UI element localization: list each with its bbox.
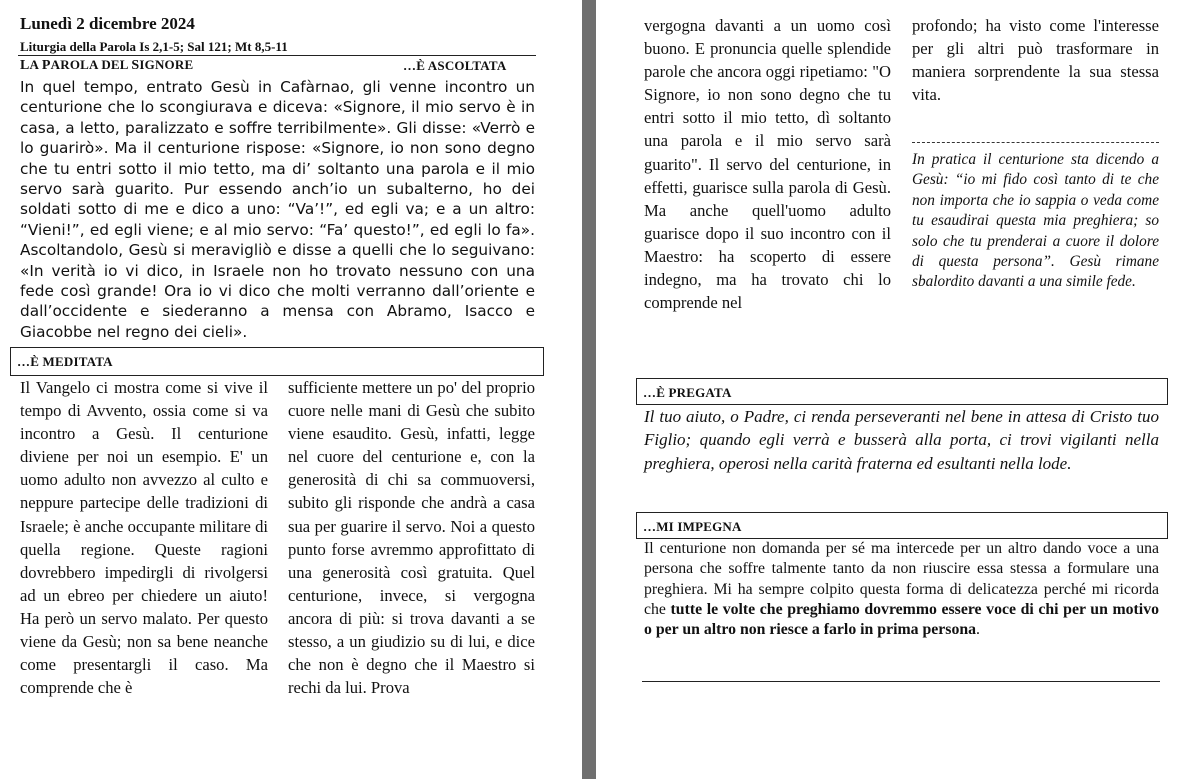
header-rule	[18, 55, 536, 56]
prayed-label: …È PREGATA	[643, 385, 732, 400]
meditation-italic-note: In pratica il centurione sta dicendo a Gesù: “io mi fido così tanto di te che non importa che io sappia o veda come tu esaudirai questa mia preghiera; so solo che tu prenderai a cuore il dolore di questa persona”. Gesù rimane sbalordito davanti a una simile fede.	[912, 151, 1159, 291]
commitment-text: Il centurione non domanda per sé ma intercede per un altro dando voce a una persona che soffre talmente tanto da non riuscire essa stessa a formulare una preghiera. Mi ha sempre colpito questa forma di delicatezza perché mi ricorda che tutte le volte che preghiamo dovremmo essere voce di chi per un motivo o per un altro non riesce a farlo in prima persona.	[644, 540, 1159, 639]
prayer-text: Il tuo aiuto, o Padre, ci renda perseveranti nel bene in attesa di Cristo tuo Figlio; quando egli verrà e busserà alla porta, ci trovi vigilanti nella preghiera, operosi nella carità fraterna ed esultanti nella lode.	[644, 407, 1159, 473]
footer-rule	[642, 681, 1160, 682]
meditation-column-4: profondo; ha visto come l'interesse per gli altri può trasformare in maniera sorprendente la sua stessa vita.	[912, 16, 1159, 105]
right-page	[596, 0, 1178, 779]
page-gutter	[582, 0, 596, 779]
left-page	[0, 0, 582, 779]
gospel-text: In quel tempo, entrato Gesù in Cafàrnao, gli venne incontro un centurione che lo scongiurava e diceva: «Signore, il mio servo è in casa, a letto, paralizzato e soffre terribilmente». Gli disse: «Verrò e lo guarirò». Ma il centurione rispose: «Signore, io non sono degno che tu entri sotto il mio tetto, ma di’ soltanto una parola e il mio servo sarà guarito. Pur essendo anch’io un subalterno, ho dei soldati sotto di me e dico a uno: “Va’!”, ed egli va; e a un altro: “Vieni!”, ed egli viene; e al mio servo: “Fa’ questo!”, ed egli lo fa». Ascoltandolo, Gesù si meravigliò e disse a quelli che lo seguivano: «In verità io vi dico, in Israele non ho trovato nessuno con una fede così grande! Ora io vi dico che molti verranno dall’oriente e dall’occidente e siederanno a mensa con Abramo, Isacco e Giacobbe nel regno dei cieli».	[20, 78, 535, 341]
meditated-section-box	[10, 347, 544, 376]
dashed-separator	[912, 142, 1159, 143]
listened-label: …È ASCOLTATA	[403, 58, 507, 73]
meditated-label: …È MEDITATA	[17, 354, 113, 369]
meditation-column-2: sufficiente mettere un po' del proprio cuore nelle mani di Gesù che subito viene esaudito. Gesù, infatti, legge nel cuore del centurione e, con la generosità di chi sa commuoversi, subito gli risponde che andrà a casa sua per guarire il servo. Noi a questo punto forse avremmo approfittato di una generosità così gratuita. Quel centurione, invece, si vergogna ancora di più: si trova davanti a se stesso, a un giudizio su di lui, e dice che non è degno che il Maestro si rechi da lui. Prova	[288, 378, 535, 698]
commitment-label: …MI IMPEGNA	[643, 519, 742, 534]
prayed-section-box	[636, 378, 1168, 405]
word-of-god-label: LA PAROLA DEL SIGNORE	[20, 57, 194, 73]
commitment-bold-text: tutte le volte che preghiamo dovremmo essere voce di chi per un motivo o per un altro non riesce a farlo in prima persona	[644, 600, 1159, 639]
liturgy-reference: Liturgia della Parola Is 2,1-5; Sal 121; Mt 8,5-11	[20, 39, 288, 54]
commitment-section-box	[636, 512, 1168, 539]
meditation-column-3: vergogna davanti a un uomo così buono. E pronuncia quelle splendide parole che ancora oggi ripetiamo: "O Signore, io non sono degno che tu entri sotto il mio tetto, dì soltanto una parola e il mio servo sarà guarito". Il servo del centurione, in effetti, guarisce sulla parola di Gesù. Ma anche quell'uomo adulto guarisce dopo il suo incontro con il Maestro: ha scoperto di essere indegno, ma ha trovato chi lo comprende nel	[644, 16, 891, 313]
date-heading: Lunedì 2 dicembre 2024	[20, 14, 195, 33]
meditation-column-1: Il Vangelo ci mostra come si vive il tempo di Avvento, ossia come si va incontro a Gesù. Il centurione diviene per noi un esempio. E' un uomo adulto non avvezzo al culto e neppure partecipe delle tradizioni di Israele; è anche occupante militare di quella regione. Queste ragioni dovrebbero impedirgli di rivolgersi ad un ebreo per chiedere un aiuto! Ha però un servo malato. Per questo viene da Gesù; non sa bene neanche come presentargli il caso. Ma comprende che è	[20, 378, 268, 698]
